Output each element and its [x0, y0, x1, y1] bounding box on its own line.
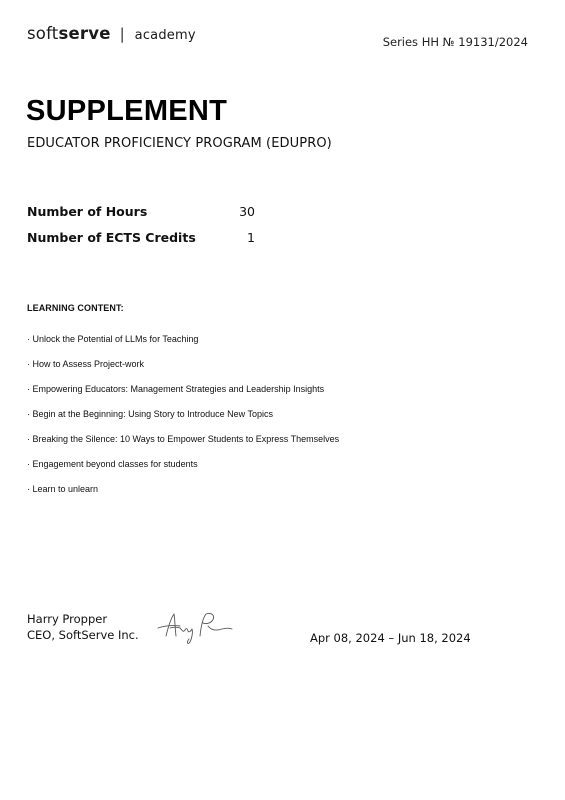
signer-position: CEO, SoftServe Inc.	[27, 628, 139, 642]
series-number: Series HH № 19131/2024	[382, 35, 528, 49]
signer-block	[27, 611, 139, 643]
signer-name: Harry Propper	[27, 612, 108, 626]
list-item: · Begin at the Beginning: Using Story to Introduce New Topics	[27, 409, 273, 419]
stat-value: 30	[239, 204, 255, 219]
list-item: · Learn to unlearn	[27, 484, 99, 494]
stat-label: Number of ECTS Credits	[27, 230, 196, 245]
program-stats	[27, 204, 255, 256]
list-item: · Breaking the Silence: 10 Ways to Empower Students to Express Themselves	[27, 434, 340, 444]
program-dates: Apr 08, 2024 – Jun 18, 2024	[310, 631, 471, 645]
stat-value: 1	[247, 230, 255, 245]
logo-academy-text: academy	[134, 28, 196, 43]
list-item: · Engagement beyond classes for students	[27, 459, 198, 469]
logo-separator: |	[119, 25, 125, 43]
list-item: · How to Assess Project-work	[27, 359, 145, 369]
learning-content-heading: LEARNING CONTENT:	[27, 303, 124, 313]
list-item: · Empowering Educators: Management Strategies and Leadership Insights	[27, 384, 325, 394]
stat-row-ects-credits	[27, 230, 255, 256]
stat-label: Number of Hours	[27, 204, 148, 219]
stat-row-hours	[27, 204, 255, 230]
softserve-academy-logo	[27, 24, 196, 43]
logo-soft-text: soft	[27, 24, 59, 43]
learning-content-list	[27, 334, 339, 509]
document-title: SUPPLEMENT	[26, 95, 228, 127]
program-name: EDUCATOR PROFICIENCY PROGRAM (EDUPRO)	[27, 136, 332, 151]
list-item: · Unlock the Potential of LLMs for Teaching	[27, 334, 199, 344]
signature-icon	[156, 606, 234, 646]
logo-serve-text: serve	[58, 24, 111, 43]
